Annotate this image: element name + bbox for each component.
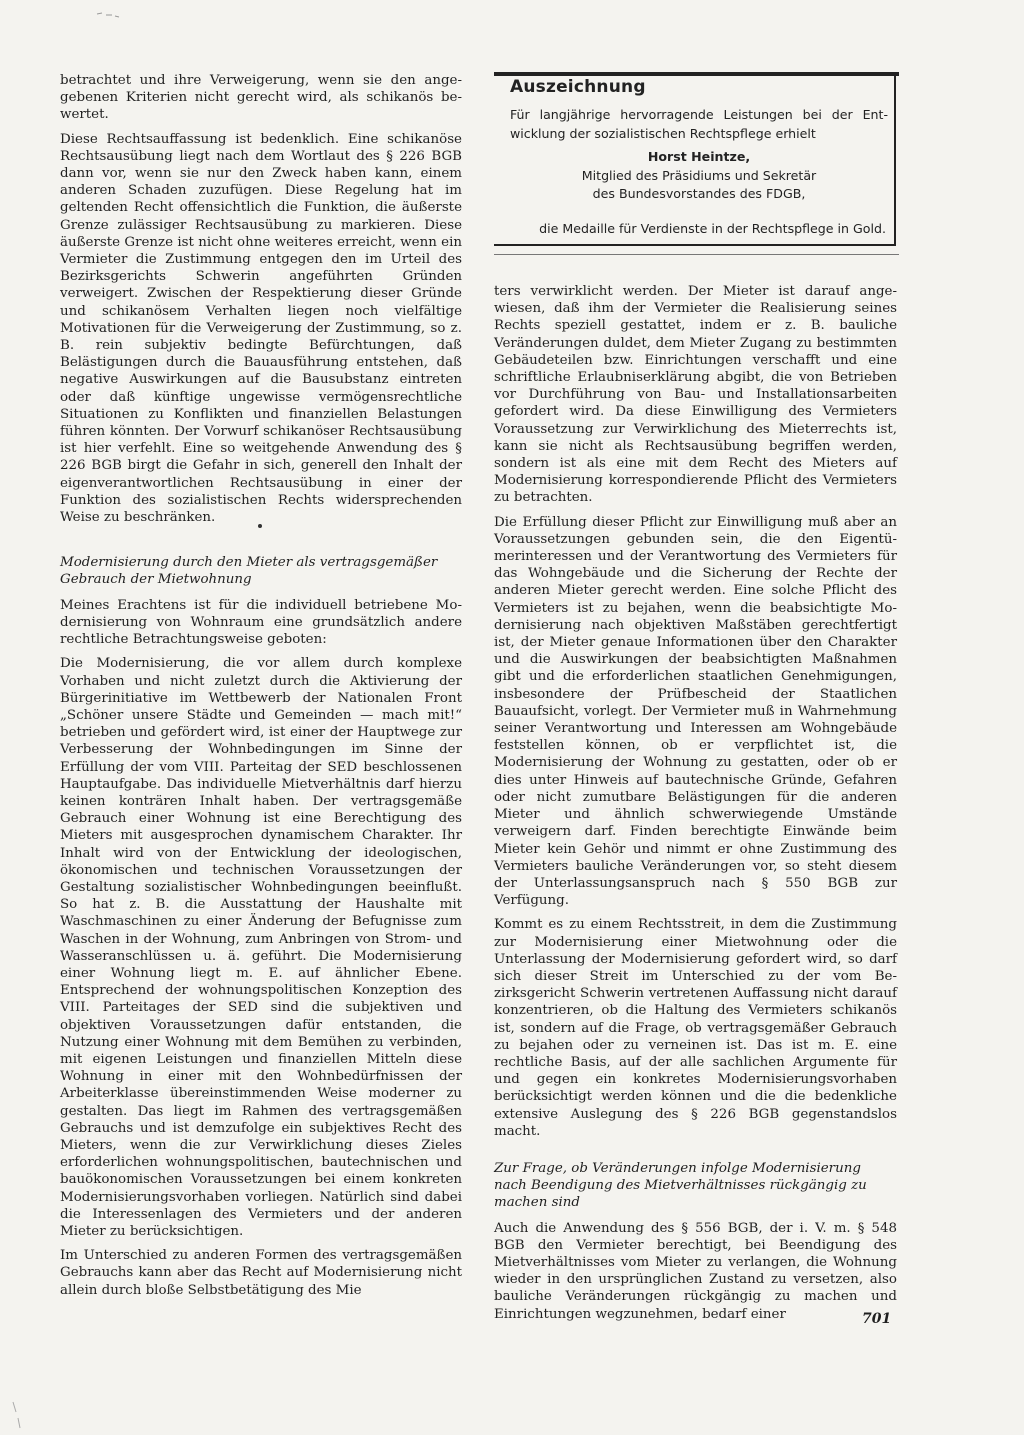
award-closing: die Medaille für Verdienste in der Rechtspflege in Gold. — [539, 221, 886, 236]
paragraph: ters verwirklicht werden. Der Mieter ist darauf angewiesen, daß ihm der Vermieter die Realisierung seines Rechts speziell gestattet, indem er z. B. bauliche Veränderungen duldet, dem Mieter Zugang zu bestimmten Gebäudeteilen bzw. Einrichtungen verschafft und eine schriftliche Erlaubniserklärung abgibt, die von Betrieben vor Durchführung von Bau- und Installationsarbeiten gefordert wird. Da diese Einwilligung des Vermieters Voraussetzung zur Verwirklichung des Mieterrechts ist, kann sie nicht als Rechtsausübung begriffen werden, sondern ist als eine mit dem Recht des Mieters auf Modernisierung korrespondierende Pflicht des Vermieters zu betrachten. — [494, 284, 897, 506]
paragraph: betrachtet und ihre Verweigerung, wenn sie den angegebenen Kriterien nicht gerecht wird, als schikanös bewertet. — [60, 73, 462, 123]
award-recipient — [510, 148, 888, 204]
right-column — [494, 283, 897, 1330]
paragraph: Die Erfüllung dieser Pflicht zur Einwilligung muß aber an Voraussetzungen gebunden sein, die den Eigentümerinteressen und der Verantwortung des Vermieters für das Wohngebäude und die Sicherung der Rechte der anderen Mieter gerecht werden. Eine solche Pflicht des Vermieters ist zu bejahen, wenn die beabsichtigte Modernisierung nach objektiven Maßstäben gerechtfertigt ist, der Mieter genaue Informationen über den Charakter und die Auswirkungen der beabsichtigten Maßnahmen gibt und die erforderlichen staatlichen Genehmigungen, insbesondere der Prüfbescheid der Staatlichen Bauaufsicht, vorlegt. Der Vermieter muß in Wahrnehmung seiner Verantwortung und Interessen am Wohngebäude feststellen können, ob er verpflichtet ist, die Modernisierung der Wohnung zu gestatten, oder ob er dies unter Hinweis auf bautechnische Gründe, Gefahren oder nicht zumutbare Belästigungen für die anderen Mieter und ähnlich schwerwiegende Umstände verweigern darf. Finden berechtigte Einwände beim Mieter kein Gehör und nimmt er ohne Zustimmung des Vermieters bauliche Veränderungen vor, so steht diesem der Unterlassungsanspruch nach § 550 BGB zur Verfügung. — [494, 514, 897, 909]
section-heading: Modernisierung durch den Mieter als vertragsgemäßer Gebrauch der Mietwohnung — [60, 555, 438, 588]
divider-rule — [494, 254, 899, 255]
award-box — [494, 72, 896, 246]
recipient-name: Horst Heintze, — [647, 149, 751, 164]
paragraph: Meines Erachtens ist für die individuell betriebene Modernisierung von Wohnraum eine grundsätzlich andere rechtliche Betrachtungsweise geboten: — [60, 597, 462, 648]
recipient-role: Mitglied des Präsidiums und Sekretär — [581, 167, 817, 183]
paragraph: Im Unterschied zu anderen Formen des vertragsgemäßen Gebrauchs kann aber das Recht auf Modernisierung nicht allein durch bloße Selbstbetätigung des Mie — [60, 1248, 462, 1298]
recipient-role: des Bundesvorstandes des FDGB, — [592, 186, 806, 201]
award-intro: Für langjährige hervorragende Leistungen bei der Entwicklung der sozialistischen Rechtspflege erhielt — [510, 107, 888, 141]
scan-speck-marks — [96, 10, 120, 18]
award-top-rule — [494, 72, 899, 76]
paragraph: Die Modernisierung, die vor allem durch komplexe Vorhaben und nicht zuletzt durch die Aktivierung der Bürgerinitiative im Wettbewerb der Nationalen Front „Schöner unsere Städte und Gemeinden — mach mit!“ betrieben und gefördert wird, ist einer der Hauptwege zur Verbesserung der Wohnbedingungen im Sinne der Erfüllung der vom VIII. Parteitag der SED beschlossenen Hauptaufgabe. Das individuelle Mietverhältnis darf hierzu keinen konträren Inhalt haben. Der vertragsgemäße Gebrauch einer Wohnung ist eine Berechtigung des Mieters mit ausgesprochen dynamischem Charakter. Ihr Inhalt wird von der Entwicklung der ideologischen, ökonomischen und technischen Voraussetzungen der Gestaltung sozialistischer Wohnbedingungen beeinflußt. So hat z. B. die Ausstattung der Haushalte mit Waschmaschinen zu einer Änderung der Befugnisse zum Waschen in der Wohnung, zum Anbringen von Strom- und Wasseranschlüssen u. ä. geführt. Die Modernisierung einer Wohnung liegt m. E. auf ähnlicher Ebene. Entsprechend der wohnungspolitischen Konzeption des VIII. Parteitages der SED sind die subjektiven und objektiven Voraussetzungen dafür entstanden, die Nutzung einer Wohnung mit dem Bemühen zu verbinden, mit eigenen Leistungen und finanziellen Mitteln diese Wohnung in einer mit den Wohnbedürfnissen der Arbeiterklasse übereinstimmenden Weise moderner zu gestalten. Das liegt im Rahmen des vertragsgemäßen Gebrauchs und ist demzufolge ein subjektives Recht des Mieters, wenn die zur Verwirklichung dieses Zieles erforderlichen wohnungspolitischen, bautechnischen und bauökonomischen Voraussetzungen bei einem konkreten Modernisierungsvorhaben vorliegen. Natürlich sind dabei die Interessenlagen des Vermieters und der anderen Mieter zu berücksichtigen. — [60, 656, 462, 1239]
stray-dot — [258, 524, 262, 528]
section-heading: Zur Frage, ob Veränderungen infolge Modernisierung nach Beendigung des Mietverhältnisses rückgängig zu machen sind — [494, 1160, 867, 1211]
award-title: Auszeichnung — [510, 77, 646, 97]
left-column — [60, 72, 462, 1306]
paragraph: Auch die Anwendung des § 556 BGB, der i. V. m. § 548 BGB den Vermieter berechtigt, bei Beendigung des Mietverhältnisses vom Mieter zu verlangen, die Wohnung wieder in den ursprünglichen Zustand zu versetzen, also bauliche Veränderungen rückgängig zu machen und Einrichtungen wegzunehmen, bedarf einer — [494, 1220, 897, 1322]
page-number: 701 — [862, 1311, 892, 1327]
scan-corner-mark — [10, 1400, 24, 1430]
paragraph: Diese Rechtsauffassung ist bedenklich. Eine schikanöse Rechtsausübung liegt nach dem Wortlaut des § 226 BGB dann vor, wenn sie nur den Zweck haben kann, einem anderen Schaden zuzufügen. Diese Regelung hat im geltenden Recht offensichtlich die Funktion, die äußerste Grenze zulässiger Rechtsausübung zu markieren. Diese äußerste Grenze ist nicht ohne weiteres erreicht, wenn ein Vermieter die Zustimmung entgegen den im Urteil des Bezirksgerichts Schwerin angeführten Gründen verweigert. Zwischen der Respektierung dieser Gründe und schikanösem Verhalten liegen noch vielfältige Motivationen für die Verweigerung der Zustimmung, so z. B. rein subjektiv bedingte Befürchtungen, daß Belästigungen durch die Bauausführung entstehen, daß negative Auswirkungen auf die Bausubstanz eintreten oder daß künftige ungewisse vermögensrechtliche Situationen zu Konflikten und finanziellen Belastungen führen könnten. Der Vorwurf schikanöser Rechtsausübung ist hier verfehlt. Eine so weitgehende Anwendung des § 226 BGB birgt die Gefahr in sich, generell den Inhalt der eigenverantwortlichen Rechtsausübung in einer der Funktion des sozialistischen Rechts widersprechenden Weise zu beschränken. — [60, 131, 462, 526]
paragraph: Kommt es zu einem Rechtsstreit, in dem die Zustimmung zur Modernisierung einer Mietwohnung oder die Unterlassung der Modernisierung gefordert wird, so darf sich dieser Streit im Unterschied zu der vom Bezirksgericht Schwerin vertretenen Auffassung nicht darauf konzentrieren, ob die Haltung des Vermieters schikanös ist, sondern auf die Frage, ob vertragsgemäßer Gebrauch zu bejahen oder zu verneinen ist. Das ist m. E. eine rechtliche Basis, auf der alle sachlichen Argumente für und gegen ein konkretes Modernisierungsvorhaben berücksichtigt werden können und die die bedenkliche extensive Auslegung des § 226 BGB gegenstandslos macht. — [494, 917, 897, 1139]
